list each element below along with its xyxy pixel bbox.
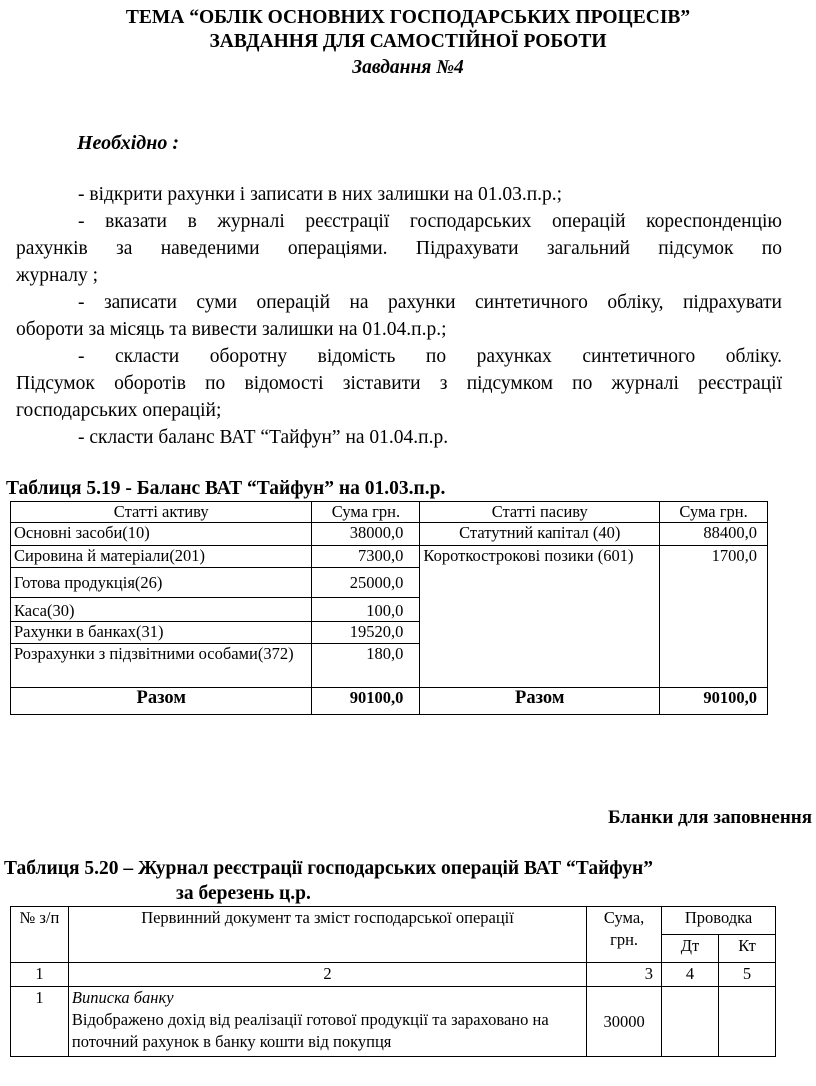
header-num: № з/п <box>11 907 69 963</box>
blanks-label: Бланки для заповнення <box>607 807 812 828</box>
operation-sum: 30000 <box>587 987 662 1057</box>
task-number: Завдання №4 <box>352 57 464 78</box>
table-row <box>11 523 768 546</box>
credit-cell[interactable] <box>719 987 776 1057</box>
header-assets-sum: Сума грн. <box>312 502 420 523</box>
debit-cell[interactable] <box>662 987 719 1057</box>
column-number: 2 <box>68 963 586 987</box>
instruction-1: - відкрити рахунки і записати в них залишки на 01.03.п.р.; <box>78 184 563 205</box>
instruction-3-line-1: - записати суми операцій на рахунки синтетичного обліку, підрахувати <box>78 292 782 313</box>
column-number-row <box>11 963 776 987</box>
header-assets: Статті активу <box>11 502 312 523</box>
operation-text: Відображено дохід від реалізації готової продукції та зараховано на поточний рахунок в банку кошти від покупця <box>71 1010 549 1051</box>
liability-name: Короткострокові позики (601) <box>420 546 660 688</box>
liability-sum: 88400,0 <box>660 523 768 546</box>
instruction-2-line-2: рахунків за наведеними операціями. Підрахувати загальний підсумок по <box>16 238 782 259</box>
instruction-2-line-3: журналу ; <box>16 265 99 286</box>
balance-table <box>10 501 768 715</box>
asset-sum: 100,0 <box>312 598 420 622</box>
instruction-2-line-1: - вказати в журналі реєстрації господарських операцій кореспонденцію <box>78 211 782 232</box>
total-label-assets: Разом <box>11 688 312 715</box>
asset-sum: 25000,0 <box>312 568 420 598</box>
header-entry: Проводка <box>662 907 776 935</box>
column-number: 5 <box>719 963 776 987</box>
column-number: 1 <box>11 963 69 987</box>
asset-name: Розрахунки з підзвітними особами(372) <box>11 644 312 688</box>
balance-table-caption: Таблиця 5.19 - Баланс ВАТ “Тайфун” на 01.03.п.р. <box>6 478 446 499</box>
row-number: 1 <box>11 987 69 1057</box>
total-label-liabilities: Разом <box>420 688 660 715</box>
column-number: 3 <box>587 963 662 987</box>
asset-name: Сировина й матеріали(201) <box>11 546 312 568</box>
liability-name: Статутний капітал (40) <box>420 523 660 546</box>
instruction-3-line-2: обороти за місяць та вивести залишки на 01.04.п.р.; <box>16 319 447 340</box>
header-liabilities: Статті пасиву <box>420 502 660 523</box>
asset-sum: 7300,0 <box>312 546 420 568</box>
asset-sum: 38000,0 <box>312 523 420 546</box>
instruction-4-line-3: господарських операцій; <box>16 400 222 421</box>
header-liabilities-sum: Сума грн. <box>660 502 768 523</box>
asset-sum: 19520,0 <box>312 622 420 644</box>
table-row <box>11 546 768 568</box>
topic-title: ТЕМА “ОБЛІК ОСНОВНИХ ГОСПОДАРСЬКИХ ПРОЦЕСІВ” <box>125 7 691 28</box>
table-row <box>11 987 776 1057</box>
total-liabilities: 90100,0 <box>660 688 768 715</box>
header-credit: Кт <box>719 935 776 963</box>
journal-caption-line-2: за березень ц.р. <box>176 883 311 904</box>
asset-name: Каса(30) <box>11 598 312 622</box>
column-number: 4 <box>662 963 719 987</box>
instruction-4-line-1: - скласти оборотну відомість по рахунках синтетичного обліку. <box>78 346 782 367</box>
asset-name: Рахунки в банках(31) <box>11 622 312 644</box>
asset-name: Основні засоби(10) <box>11 523 312 546</box>
operation-cell <box>68 987 586 1057</box>
asset-name: Готова продукція(26) <box>11 568 312 598</box>
journal-table <box>10 906 776 1057</box>
balance-total-row <box>11 688 768 715</box>
total-assets: 90100,0 <box>312 688 420 715</box>
balance-header-row <box>11 502 768 523</box>
liability-sum: 1700,0 <box>660 546 768 688</box>
instruction-4-line-2: Підсумок оборотів по відомості зіставити з підсумком по журналі реєстрації <box>16 373 782 394</box>
journal-caption-line-1: Таблиця 5.20 – Журнал реєстрації господарських операцій ВАТ “Тайфун” <box>4 858 654 879</box>
header-debit: Дт <box>662 935 719 963</box>
required-label: Необхідно : <box>77 132 179 154</box>
instruction-5: - скласти баланс ВАТ “Тайфун” на 01.04.п.р. <box>78 427 449 448</box>
header-doc: Первинний документ та зміст господарської операції <box>68 907 586 963</box>
page-subtitle: ЗАВДАННЯ ДЛЯ САМОСТІЙНОЇ РОБОТИ <box>209 31 607 52</box>
journal-header-row <box>11 907 776 935</box>
header-sum: Сума, грн. <box>587 907 662 963</box>
instructions <box>16 181 782 451</box>
document-title: Виписка банку <box>71 988 174 1007</box>
asset-sum: 180,0 <box>312 644 420 688</box>
